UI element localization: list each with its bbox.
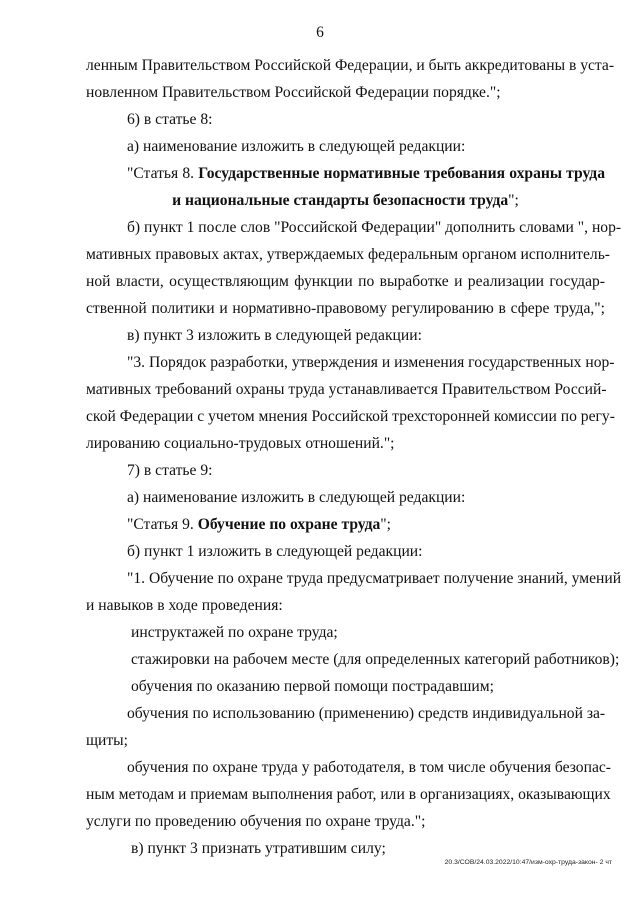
- text-line: мативных правовых актах, утверждаемых федеральным органом исполнитель-: [86, 246, 611, 263]
- article-suffix: ";: [380, 516, 391, 533]
- text-line: новленном Правительством Российской Федерации порядке.";: [86, 84, 501, 101]
- page-number: 6: [316, 24, 324, 41]
- text-line: ным методам и приемам выполнения работ, или в организациях, оказывающих: [86, 786, 611, 803]
- article-heading: [127, 514, 391, 536]
- list-item: стажировки на рабочем месте (для определенных категорий работников);: [131, 651, 620, 668]
- list-item: обучения по оказанию первой помощи пострадавшим;: [131, 678, 494, 695]
- text-line: ленным Правительством Российской Федерации, и быть аккредитованы в уста-: [86, 57, 615, 74]
- list-item: инструктажей по охране труда;: [131, 624, 338, 641]
- list-item: обучения по использованию (применению) средств индивидуальной за-: [127, 705, 606, 722]
- text-line: лированию социально-трудовых отношений.";: [86, 435, 395, 452]
- document-footer-code: 20.3/СОВ/24.03.2022/10:47/изм-охр-труда-закон- 2 чт: [444, 859, 612, 866]
- article-prefix: "Статья 8.: [127, 165, 199, 182]
- text-line: щиты;: [86, 732, 128, 749]
- list-item: а) наименование изложить в следующей редакции:: [127, 138, 466, 155]
- article-title: и национальные стандарты безопасности труда: [172, 192, 509, 209]
- text-line: ной власти, осуществляющим функции по выработке и реализации государ-: [86, 273, 605, 290]
- article-heading: [127, 163, 605, 185]
- text-line: услуги по проведению обучения по охране труда.";: [86, 813, 426, 830]
- article-heading-continued: [86, 190, 605, 212]
- text-line: "1. Обучение по охране труда предусматривает получение знаний, умений: [127, 570, 622, 587]
- text-line: "3. Порядок разработки, утверждения и изменения государственных нор-: [127, 354, 615, 371]
- article-prefix: "Статья 9.: [127, 516, 198, 533]
- list-item: в) пункт 3 изложить в следующей редакции:: [127, 327, 422, 344]
- article-title: Обучение по охране труда: [197, 516, 381, 533]
- list-item: обучения по охране труда у работодателя, в том числе обучения безопас-: [127, 759, 611, 776]
- article-title: Государственные нормативные требования охраны труда: [198, 165, 605, 182]
- text-line: б) пункт 1 после слов "Российской Федерации" дополнить словами ", нор-: [127, 219, 622, 236]
- text-line: и навыков в ходе проведения:: [86, 597, 283, 614]
- article-suffix: ";: [508, 192, 519, 209]
- list-item: 7) в статье 9:: [127, 462, 213, 479]
- text-line: мативных требований охраны труда устанавливается Правительством Россий-: [86, 381, 607, 398]
- list-item: б) пункт 1 изложить в следующей редакции:: [127, 543, 423, 560]
- text-line: ской Федерации с учетом мнения Российской трехсторонней комиссии по регу-: [86, 408, 615, 425]
- list-item: в) пункт 3 признать утратившим силу;: [131, 840, 386, 857]
- text-line: ственной политики и нормативно-правовому регулированию в сфере труда,";: [86, 300, 605, 317]
- list-item: а) наименование изложить в следующей редакции:: [127, 489, 466, 506]
- list-item: 6) в статье 8:: [127, 111, 213, 128]
